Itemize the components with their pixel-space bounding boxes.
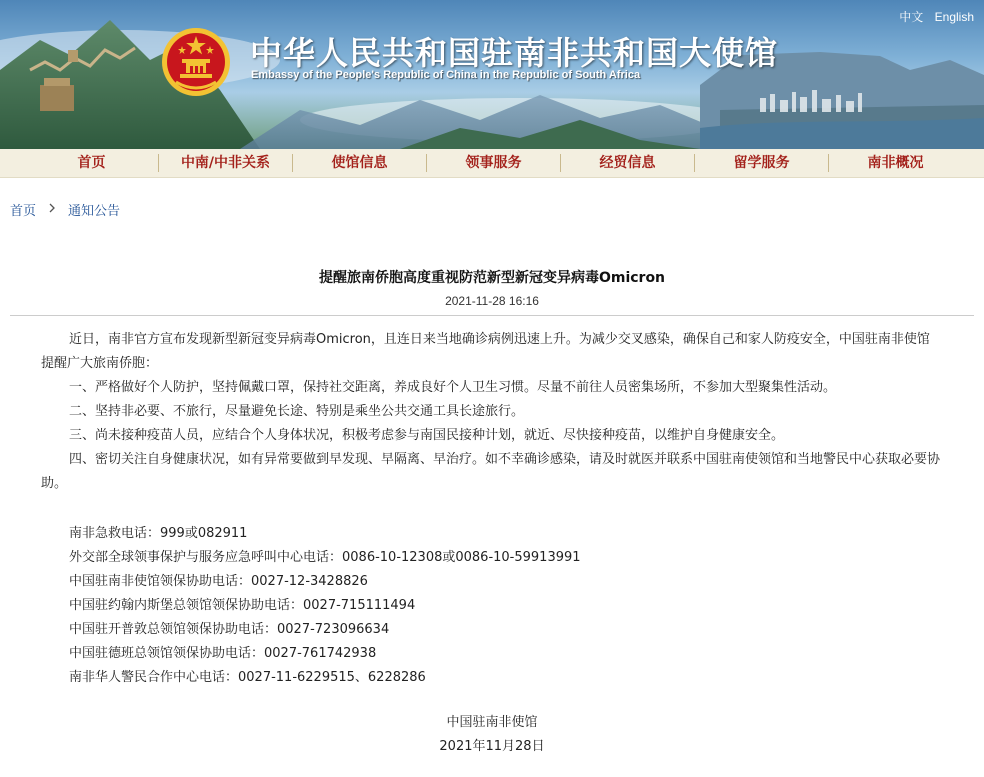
- national-emblem-icon: [160, 26, 232, 98]
- nav-item-trade[interactable]: 经贸信息: [561, 154, 695, 172]
- contact-item: 外交部全球领事保护与服务应急呼叫中心电话：0086-10-12308或0086-10-59913991: [69, 550, 581, 565]
- contact-item: 南非急救电话：999或082911: [69, 526, 248, 541]
- contact-item: 中国驻南非使馆领保协助电话：0027-12-3428826: [69, 574, 368, 589]
- divider: [10, 315, 974, 316]
- article-paragraph: 近日，南非官方宣布发现新型新冠变异病毒Omicron，且连日来当地确诊病例迅速上升。为减少交叉感染，确保自己和家人防疫安全，中国驻南非使馆提醒广大旅南侨胞：: [41, 332, 930, 371]
- language-switcher: [891, 8, 974, 25]
- nav-item-relations[interactable]: 中南/中非关系: [159, 154, 293, 172]
- lang-link-chinese[interactable]: 中文: [899, 10, 924, 24]
- header-banner: [0, 0, 984, 149]
- chevron-right-icon: [48, 202, 56, 217]
- nav-item-consular[interactable]: 领事服务: [427, 154, 561, 172]
- article-signature-block: [0, 711, 984, 759]
- nav-item-study[interactable]: 留学服务: [695, 154, 829, 172]
- site-title-cn: 中华人民共和国驻南非共和国大使馆: [250, 34, 779, 72]
- contact-item: 中国驻约翰内斯堡总领馆领保协助电话：0027-715111494: [69, 598, 416, 613]
- contact-item: 中国驻德班总领馆领保协助电话：0027-761742938: [69, 646, 377, 661]
- article-paragraph: 四、密切关注自身健康状况，如有异常要做到早发现、早隔离、早治疗。如不幸确诊感染，请及时就医并联系中国驻南使领馆和当地警民中心获取必要协助。: [41, 452, 941, 491]
- article-title: 提醒旅南侨胞高度重视防范新型新冠变异病毒Omicron: [318, 270, 666, 286]
- contact-item: 中国驻开普敦总领馆领保协助电话：0027-723096634: [69, 622, 390, 637]
- breadcrumb: [10, 200, 120, 219]
- article-paragraph: 一、严格做好个人防护，坚持佩戴口罩，保持社交距离，养成良好个人卫生习惯。尽量不前往人员密集场所，不参加大型聚集性活动。: [69, 380, 837, 395]
- article-sign-date: 2021年11月28日: [439, 739, 545, 754]
- contact-list: [41, 522, 941, 690]
- nav-item-south-africa[interactable]: 南非概况: [867, 155, 924, 171]
- article-date: 2021-11-28 16:16: [445, 294, 539, 308]
- lang-link-english[interactable]: English: [934, 10, 974, 24]
- contact-item: 南非华人警民合作中心电话：0027-11-6229515、6228286: [69, 670, 426, 685]
- main-nav: [0, 149, 984, 178]
- breadcrumb-current[interactable]: 通知公告: [68, 204, 121, 219]
- nav-item-home[interactable]: 首页: [25, 154, 159, 172]
- article-signature: 中国驻南非使馆: [446, 715, 538, 730]
- breadcrumb-home[interactable]: 首页: [10, 204, 37, 219]
- site-title-en: Embassy of the People's Republic of China in the Republic of South Africa: [251, 69, 641, 81]
- article-paragraph: 三、尚未接种疫苗人员，应结合个人身体状况，积极考虑参与南国民接种计划，就近、尽快接种疫苗，以维护自身健康安全。: [69, 428, 785, 443]
- article-body: [41, 328, 941, 690]
- article-paragraph: 二、坚持非必要、不旅行，尽量避免长途、特别是乘坐公共交通工具长途旅行。: [69, 404, 525, 419]
- nav-item-embassy-info[interactable]: 使馆信息: [293, 154, 427, 172]
